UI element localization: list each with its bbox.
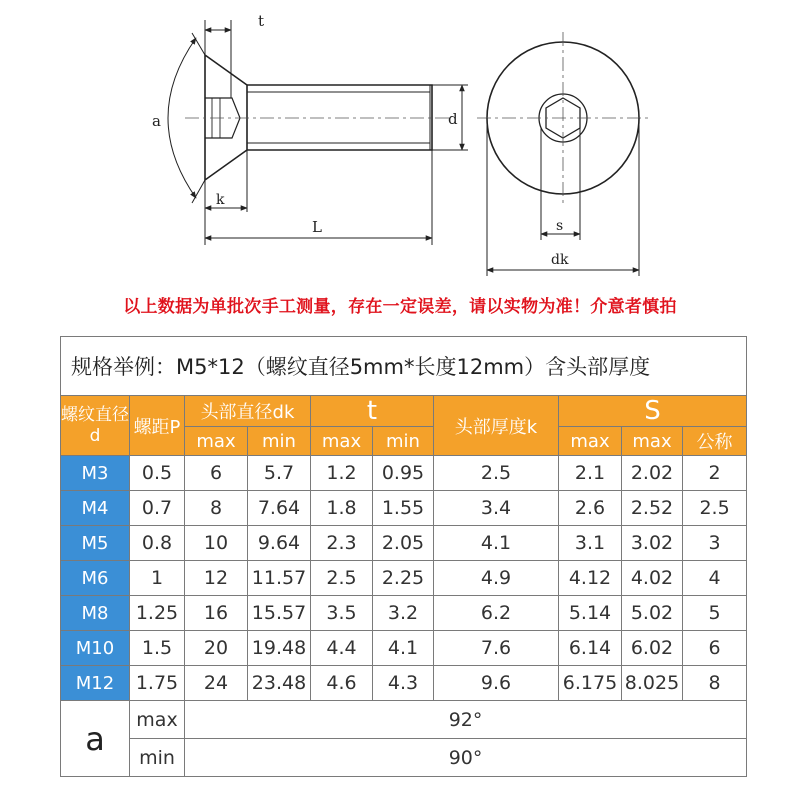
cell-t-min: 4.1: [373, 631, 434, 666]
cell-t-max: 1.2: [311, 456, 373, 491]
angle-min-label: min: [130, 739, 185, 777]
dimension-t: [205, 20, 231, 98]
label-a: a: [152, 112, 161, 130]
cell-s-max-2: 3.02: [622, 526, 683, 561]
side-view: [205, 55, 432, 180]
angle-min-value: 90°: [185, 739, 747, 777]
angle-label: a: [61, 701, 130, 777]
label-s: s: [556, 218, 564, 234]
cell-s-max-2: 2.02: [622, 456, 683, 491]
cell-t-min: 1.55: [373, 491, 434, 526]
cell-s-max-2: 4.02: [622, 561, 683, 596]
cell-head-thickness: 4.9: [434, 561, 559, 596]
cell-head-thickness: 7.6: [434, 631, 559, 666]
cell-dk-max: 24: [185, 666, 248, 701]
spec-table: [60, 336, 747, 777]
end-view: [477, 32, 649, 204]
cell-s-max-2: 5.02: [622, 596, 683, 631]
cell-s-max: 2.1: [559, 456, 622, 491]
cell-s-max-2: 2.52: [622, 491, 683, 526]
cell-dk-min: 9.64: [248, 526, 311, 561]
cell-s-max-2: 8.025: [622, 666, 683, 701]
cell-size: M8: [61, 596, 130, 631]
label-k: k: [216, 192, 225, 208]
cell-pitch: 1.5: [130, 631, 185, 666]
dimension-k: [205, 150, 247, 212]
cell-s-nominal: 4: [683, 561, 747, 596]
cell-s-max-2: 6.02: [622, 631, 683, 666]
table-row: [61, 561, 747, 596]
cell-t-max: 4.4: [311, 631, 373, 666]
label-L: L: [312, 218, 322, 236]
cell-t-min: 4.3: [373, 666, 434, 701]
subheader-s-nominal: 公称: [683, 427, 747, 456]
table-row: [61, 491, 747, 526]
cell-pitch: 0.8: [130, 526, 185, 561]
cell-s-nominal: 3: [683, 526, 747, 561]
cell-t-min: 0.95: [373, 456, 434, 491]
cell-dk-max: 12: [185, 561, 248, 596]
cell-t-min: 2.25: [373, 561, 434, 596]
cell-t-min: 2.05: [373, 526, 434, 561]
table-title: 规格举例：M5*12（螺纹直径5mm*长度12mm）含头部厚度: [61, 337, 747, 396]
cell-pitch: 1: [130, 561, 185, 596]
cell-dk-min: 19.48: [248, 631, 311, 666]
cell-dk-max: 16: [185, 596, 248, 631]
cell-head-thickness: 4.1: [434, 526, 559, 561]
cell-t-max: 4.6: [311, 666, 373, 701]
cell-size: M5: [61, 526, 130, 561]
cell-dk-max: 8: [185, 491, 248, 526]
cell-s-max: 5.14: [559, 596, 622, 631]
cell-size: M10: [61, 631, 130, 666]
cell-head-thickness: 3.4: [434, 491, 559, 526]
table-row: [61, 631, 747, 666]
cell-dk-max: 10: [185, 526, 248, 561]
header-s: S: [559, 396, 747, 427]
subheader-dk-min: min: [248, 427, 311, 456]
table-row: [61, 456, 747, 491]
cell-t-min: 3.2: [373, 596, 434, 631]
cell-pitch: 0.7: [130, 491, 185, 526]
table-row: [61, 666, 747, 701]
cell-t-max: 2.5: [311, 561, 373, 596]
cell-head-thickness: 9.6: [434, 666, 559, 701]
cell-s-nominal: 2.5: [683, 491, 747, 526]
cell-t-max: 3.5: [311, 596, 373, 631]
label-d: d: [448, 110, 458, 128]
cell-s-nominal: 8: [683, 666, 747, 701]
cell-t-max: 1.8: [311, 491, 373, 526]
cell-dk-min: 7.64: [248, 491, 311, 526]
cell-s-max: 2.6: [559, 491, 622, 526]
measurement-notice: 以上数据为单批次手工测量，存在一定误差，请以实物为准！介意者慎拍: [123, 297, 677, 317]
screw-technical-drawing: [0, 0, 800, 290]
header-pitch: 螺距P: [130, 396, 185, 456]
subheader-s-max: max: [559, 427, 622, 456]
cell-s-max: 6.14: [559, 631, 622, 666]
cell-dk-min: 23.48: [248, 666, 311, 701]
cell-s-max: 3.1: [559, 526, 622, 561]
table-row: [61, 596, 747, 631]
cell-s-nominal: 6: [683, 631, 747, 666]
cell-dk-max: 6: [185, 456, 248, 491]
subheader-dk-max: max: [185, 427, 248, 456]
cell-pitch: 1.25: [130, 596, 185, 631]
cell-dk-min: 15.57: [248, 596, 311, 631]
cell-s-nominal: 2: [683, 456, 747, 491]
angle-max-label: max: [130, 701, 185, 739]
label-dk: dk: [551, 252, 569, 268]
cell-s-max: 6.175: [559, 666, 622, 701]
cell-size: M12: [61, 666, 130, 701]
cell-head-thickness: 6.2: [434, 596, 559, 631]
table-row: [61, 526, 747, 561]
header-thread-diameter: 螺纹直径d: [61, 396, 130, 456]
cell-size: M3: [61, 456, 130, 491]
header-t: t: [311, 396, 434, 427]
angle-max-value: 92°: [185, 701, 747, 739]
cell-s-nominal: 5: [683, 596, 747, 631]
cell-pitch: 0.5: [130, 456, 185, 491]
subheader-s-max-2: max: [622, 427, 683, 456]
cell-dk-min: 11.57: [248, 561, 311, 596]
cell-t-max: 2.3: [311, 526, 373, 561]
subheader-t-min: min: [373, 427, 434, 456]
cell-pitch: 1.75: [130, 666, 185, 701]
cell-size: M6: [61, 561, 130, 596]
cell-head-thickness: 2.5: [434, 456, 559, 491]
cell-s-max: 4.12: [559, 561, 622, 596]
cell-size: M4: [61, 491, 130, 526]
cell-dk-max: 20: [185, 631, 248, 666]
header-head-thickness: 头部厚度k: [434, 396, 559, 456]
header-head-diameter: 头部直径dk: [185, 396, 311, 427]
label-t: t: [258, 12, 265, 30]
subheader-t-max: max: [311, 427, 373, 456]
cell-dk-min: 5.7: [248, 456, 311, 491]
